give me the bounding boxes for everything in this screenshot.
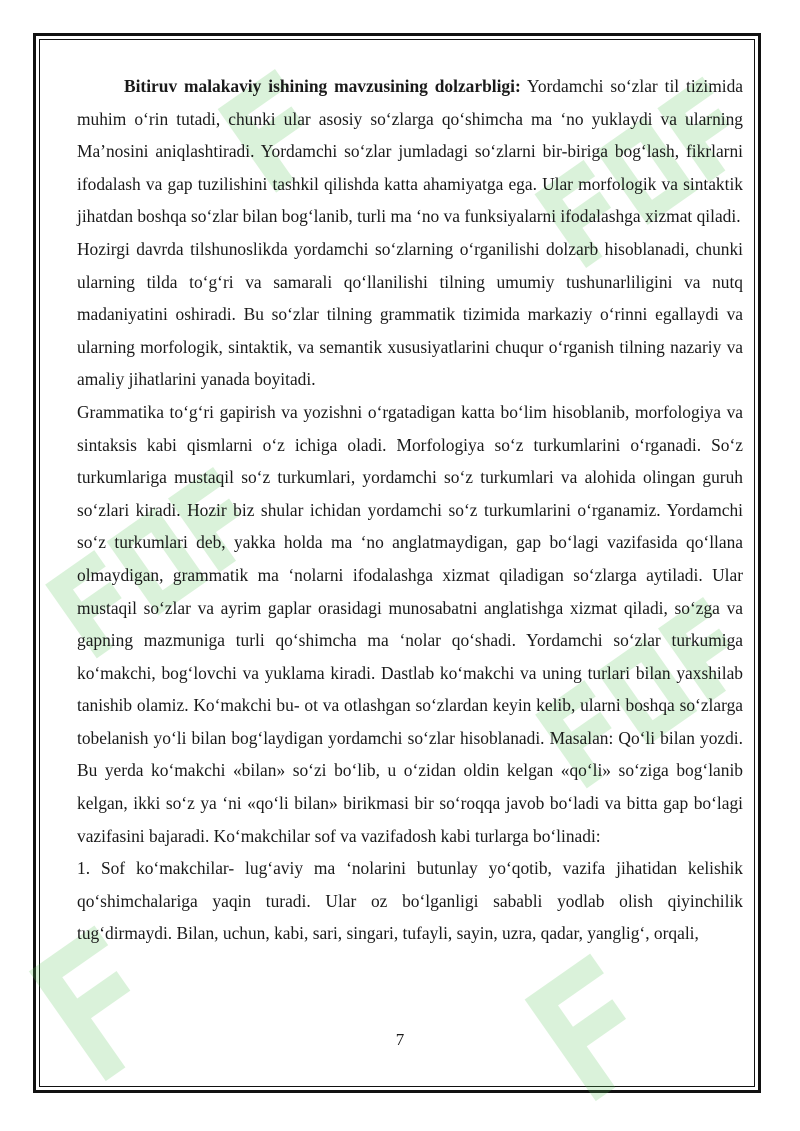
page-number: 7 (395, 1030, 405, 1049)
paragraph-modern-linguistics: Hozirgi davrda tilshunoslikda yordamchi so‘zlarning o‘rganilishi dolzarb hisoblanadi, chunki ularning tilda to‘g‘ri va samarali qo‘llanilishi tilning umumiy tushunarliligini va nutq madaniyatini oshiradi. Bu so‘zlar tilning grammatik tizimida markaziy o‘rinni egallaydi va ularning morfologik, sintaktik, va semantik xususiyatlarini chuqur o‘rganish tilning nazariy va amaliy jihatlarini yanada boyitadi. (77, 238, 743, 390)
document-body (77, 70, 743, 950)
paragraph-text: Yordamchi so‘zlar til tizimida muhim o‘rin tutadi, chunki ular asosiy so‘zlarga qo‘shimcha ma ‘no yuklaydi va ularning Ma’nosini aniqlashtiradi. Yordamchi so‘zlar jumladagi so‘zlarni bir-biriga bog‘lash, fikrlarni ifodalash va gap tuzilishini tashkil qilishda katta ahamiyatga ega. Ular morfologik va sintaktik jihatdan boshqa so‘zlar bilan bog‘lanib, turli ma ‘no va funksiyalarni ifodalashga xizmat qiladi. (77, 76, 743, 227)
section-heading: Bitiruv malakaviy ishining mavzusining dolzarbligi: (124, 76, 521, 96)
paragraph-pure-postpositions: 1. Sof ko‘makchilar- lug‘aviy ma ‘nolarini butunlay yo‘qotib, vazifa jihatidan kelishik qo‘shimchalariga yaqin turadi. Ular oz bo‘lganligi sababli yodlab olish qiyinchilik tug‘dirmaydi. Bilan, uchun, kabi, sari, singari, tufayli, sayin, uzra, qadar, yanglig‘, orqali, (77, 858, 743, 944)
paragraph-relevance (77, 70, 743, 233)
paragraph-grammar: Grammatika to‘g‘ri gapirish va yozishni o‘rgatadigan katta bo‘lim hisoblanib, morfologiya va sintaksis kabi qismlarni o‘z ichiga oladi. Morfologiya so‘z turkumlarini o‘rganadi. So‘z turkumlariga mustaqil so‘z turkumlari, yordamchi so‘z turkumlari va alohida olingan guruh so‘zlari kiradi. Hozir biz shular ichidan yordamchi so‘z turkumlarini o‘rganamiz. Yordamchi so‘z turkumlari deb, yakka holda ma ‘no anglatmaydigan, gap bo‘lagi vazifasida qo‘llana olmaydigan, grammatik ma ‘nolarni ifodalashga xizmat qiladigan so‘zlarga aytiladi. Ular mustaqil so‘zlar va ayrim gaplar orasidagi munosabatni anglatishga xizmat qiladi, so‘zga va gapning mazmuniga turli qo‘shimcha ma ‘nolar qo‘shadi. Yordamchi so‘zlar turkumiga ko‘makchi, bog‘lovchi va yuklama kiradi. Dastlab ko‘makchi va uning turlari bilan yaxshilab tanishib olamiz. Ko‘makchi bu- ot va otlashgan so‘zlardan keyin kelib, ularni boshqa so‘zlarga tobelanish yo‘li bilan bog‘laydigan yordamchi so‘zlar hisoblanadi. Masalan: Qo‘li bilan yozdi. Bu yerda ko‘makchi «bilan» so‘zi bo‘lib, u o‘zidan oldin kelgan «qo‘li» so‘ziga bog‘lanib kelgan, ikki so‘z ya ‘ni «qo‘li bilan» birikmasi bir so‘roqqa javob bo‘ladi va bitta gap bo‘lagi vazifasini bajaradi. Ko‘makchilar sof va vazifadosh kabi turlarga bo‘linadi: (77, 401, 743, 846)
